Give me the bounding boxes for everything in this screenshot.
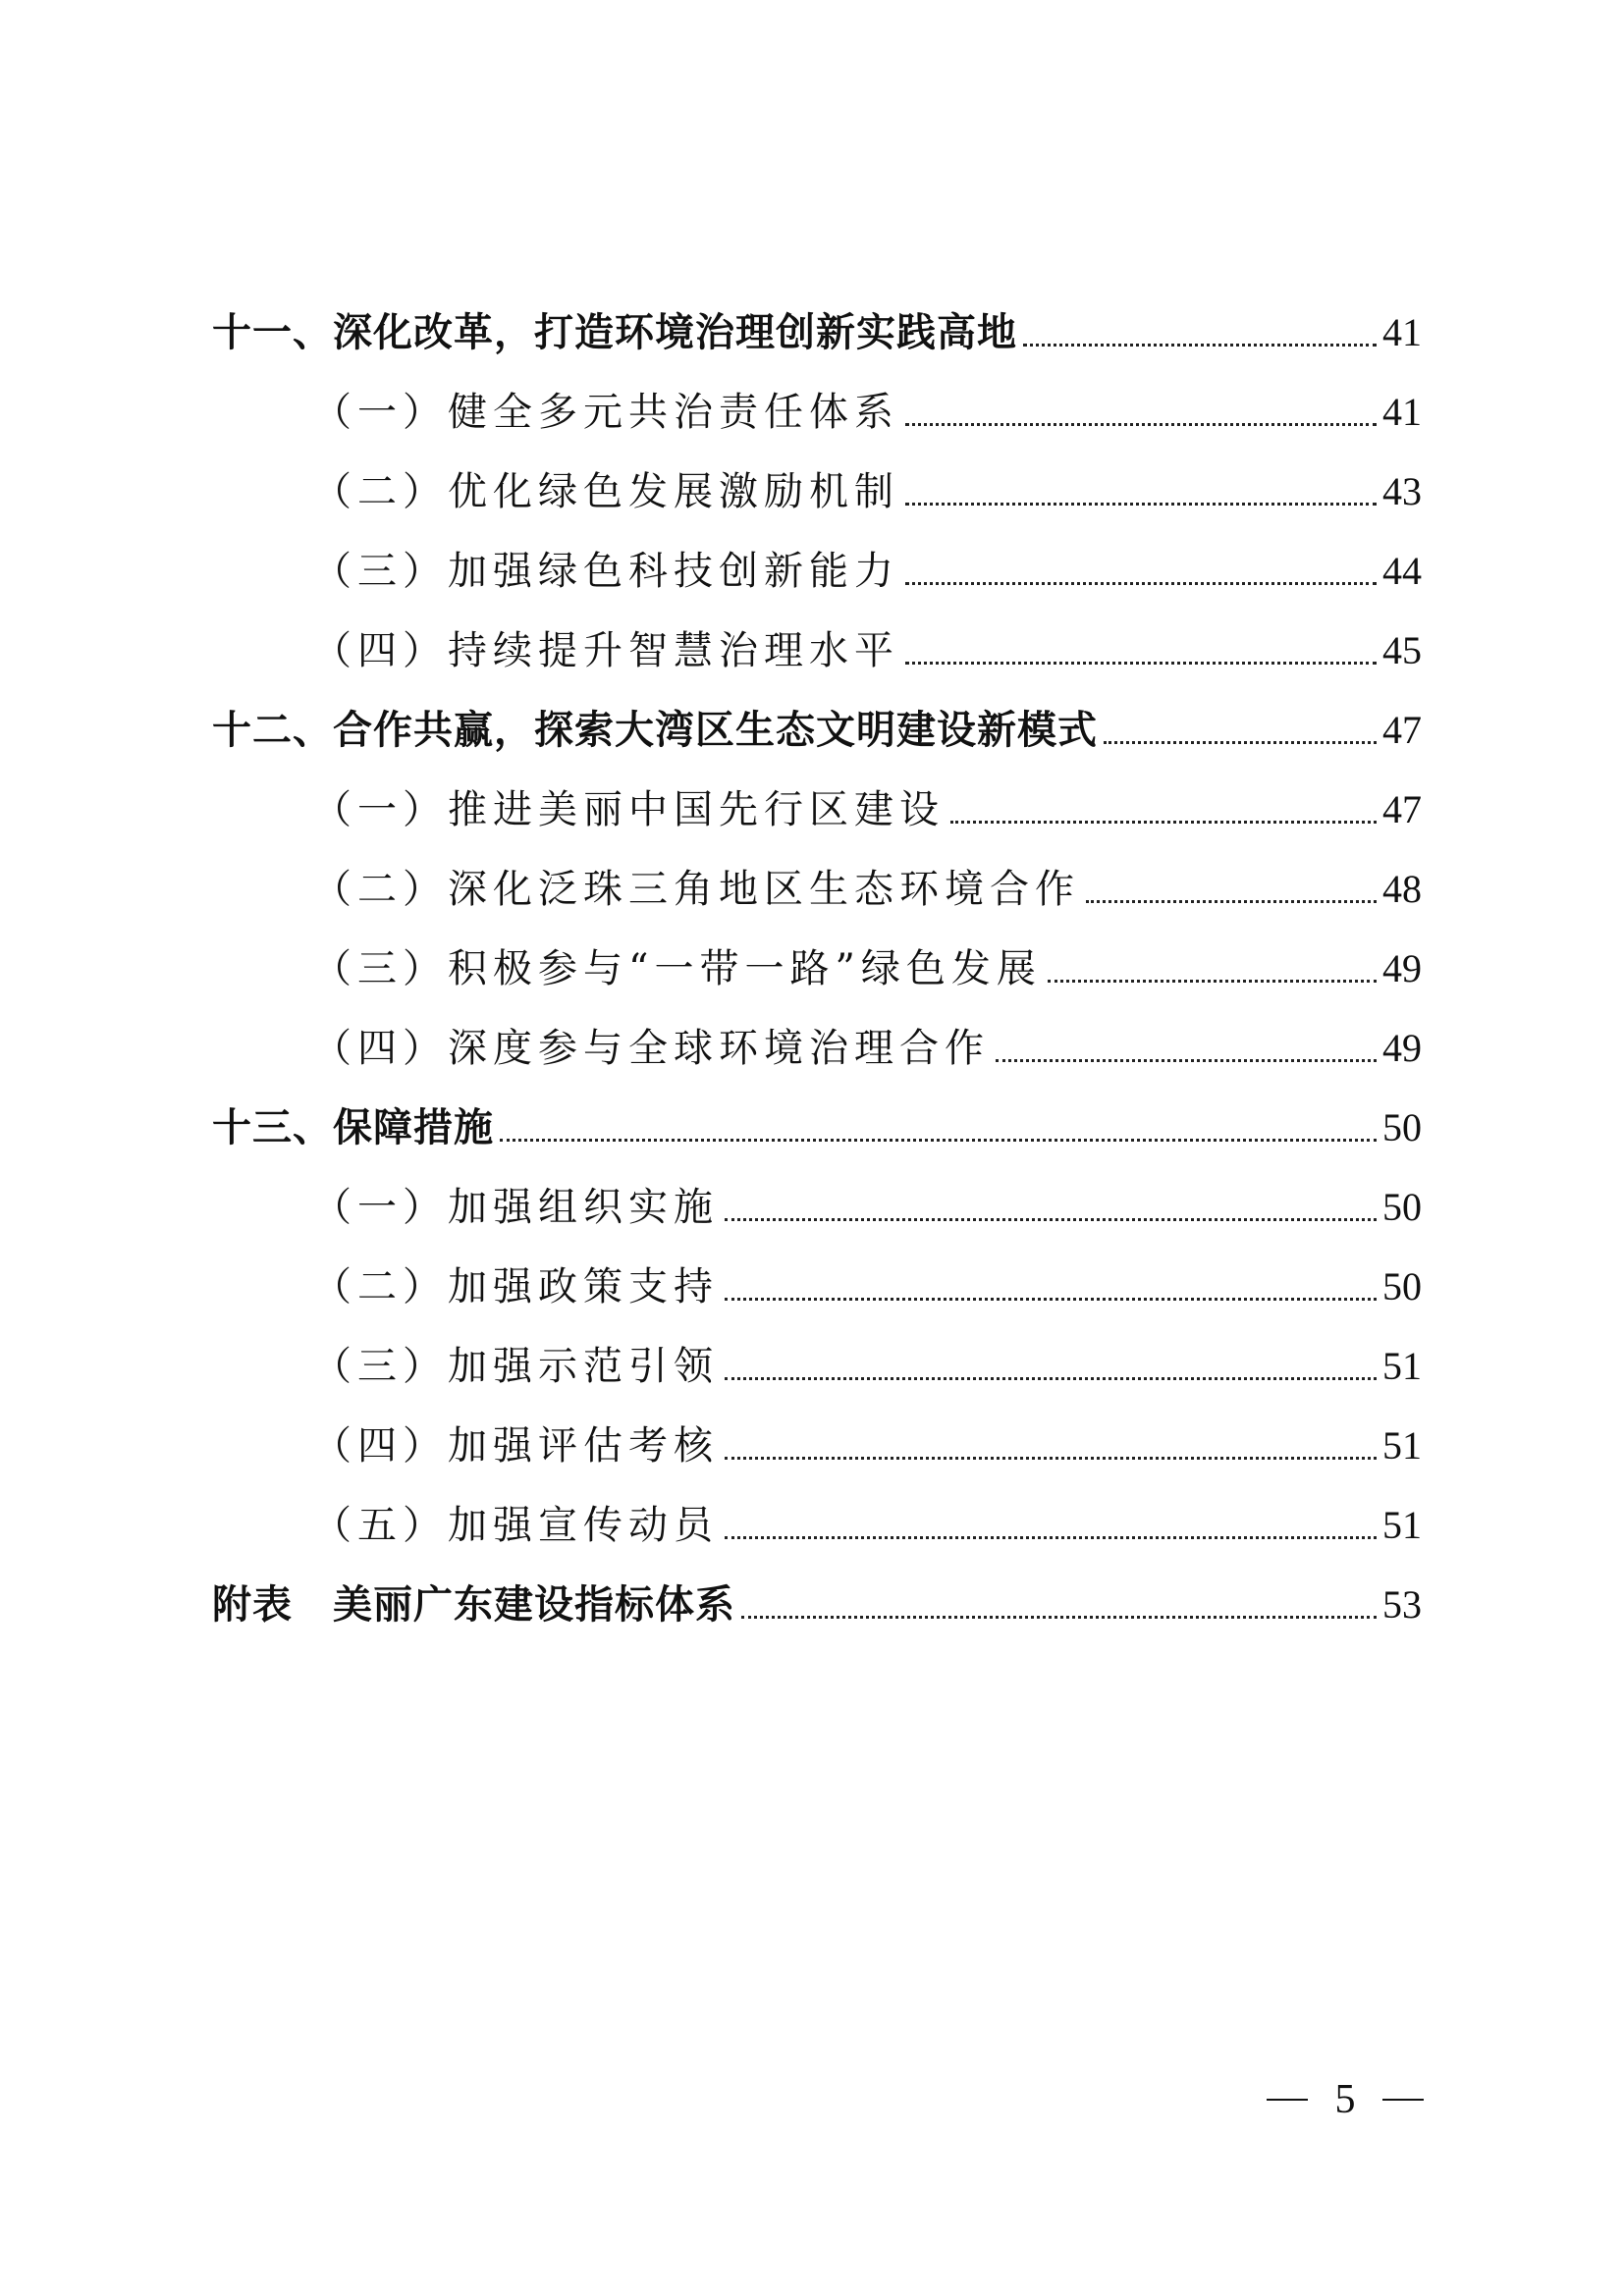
toc-entry-title: （二）优化绿色发展激励机制 [312, 469, 899, 514]
toc-entry [312, 923, 1422, 1002]
toc-entry-title: （一）推进美丽中国先行区建设 [312, 787, 945, 832]
toc-entry-page: 51 [1382, 1344, 1422, 1388]
toc-entry [312, 1161, 1422, 1241]
toc-entry-title: （四）持续提升智慧治理水平 [312, 628, 899, 673]
toc-dot-leader [905, 662, 1377, 665]
footer-dash-right [1382, 2099, 1424, 2101]
toc-entry [312, 843, 1422, 923]
toc-entry-page: 43 [1382, 469, 1422, 513]
toc-entry-page: 51 [1382, 1503, 1422, 1547]
toc-dot-leader [1104, 741, 1377, 744]
toc-dot-leader [996, 1059, 1377, 1062]
toc-entry-page: 50 [1382, 1185, 1422, 1229]
toc-entry-title: （一）加强组织实施 [312, 1185, 719, 1230]
toc-entry-page: 49 [1382, 1026, 1422, 1070]
toc-dot-leader [1023, 344, 1377, 347]
page-number: 5 [1334, 2077, 1356, 2122]
toc-dot-leader [725, 1298, 1377, 1301]
toc-dot-leader [905, 423, 1377, 426]
toc-dot-leader [741, 1616, 1377, 1619]
toc-entry-page: 50 [1382, 1264, 1422, 1308]
toc-dot-leader [905, 503, 1377, 506]
toc-entry-title: （三）加强示范引领 [312, 1344, 719, 1389]
toc-entry [312, 525, 1422, 605]
toc-entry [312, 1320, 1422, 1400]
toc-entry [212, 1082, 1422, 1161]
footer-dash-left [1267, 2099, 1308, 2101]
toc-dot-leader [725, 1377, 1377, 1380]
toc-entry-title: （二）深化泛珠三角地区生态环境合作 [312, 867, 1080, 912]
toc-entry [312, 366, 1422, 446]
toc-entry-page: 41 [1382, 310, 1422, 354]
toc-dot-leader [1048, 980, 1377, 983]
toc-entry-page: 47 [1382, 708, 1422, 752]
toc-entry [312, 446, 1422, 525]
toc-dot-leader [725, 1536, 1377, 1539]
toc-entry-title: （二）加强政策支持 [312, 1264, 719, 1309]
toc-dot-leader [725, 1457, 1377, 1460]
toc-dot-leader [500, 1139, 1377, 1142]
toc-entry-page: 47 [1382, 787, 1422, 831]
toc-entry [212, 684, 1422, 764]
toc-entry-title: （四）深度参与全球环境治理合作 [312, 1026, 990, 1071]
toc-entry [312, 1400, 1422, 1479]
toc-entry-page: 44 [1382, 549, 1422, 593]
toc-dot-leader [950, 821, 1377, 824]
toc-entry-title: （三）加强绿色科技创新能力 [312, 549, 899, 594]
toc-entry-title: 十三、保障措施 [212, 1105, 494, 1150]
toc-entry-title: 十二、合作共赢，探索大湾区生态文明建设新模式 [212, 708, 1098, 753]
toc-entry-title: （四）加强评估考核 [312, 1423, 719, 1468]
toc-entry-page: 49 [1382, 946, 1422, 990]
toc-entry-title: 十一、深化改革，打造环境治理创新实践高地 [212, 310, 1017, 355]
toc-entry-page: 41 [1382, 390, 1422, 434]
toc-dot-leader [905, 582, 1377, 585]
toc-entry [212, 287, 1422, 366]
toc-entry [312, 605, 1422, 684]
toc-entry-page: 48 [1382, 867, 1422, 911]
toc-entry-page: 51 [1382, 1423, 1422, 1468]
toc-entry [212, 1559, 1422, 1638]
toc-dot-leader [725, 1218, 1377, 1221]
toc-entry-page: 50 [1382, 1105, 1422, 1149]
toc-entry-title: 附表 美丽广东建设指标体系 [212, 1582, 735, 1628]
toc-entry [312, 1479, 1422, 1559]
toc-entry [312, 1002, 1422, 1082]
toc-dot-leader [1086, 900, 1377, 903]
toc-entry [312, 764, 1422, 843]
toc-entry-title: （五）加强宣传动员 [312, 1503, 719, 1548]
toc-entry-title: （三）积极参与“一带一路”绿色发展 [312, 946, 1042, 991]
page-footer [1267, 2076, 1424, 2123]
toc-entry-title: （一）健全多元共治责任体系 [312, 390, 899, 435]
toc-entry-page: 45 [1382, 628, 1422, 672]
toc-entry-page: 53 [1382, 1582, 1422, 1627]
toc-entry [312, 1241, 1422, 1320]
